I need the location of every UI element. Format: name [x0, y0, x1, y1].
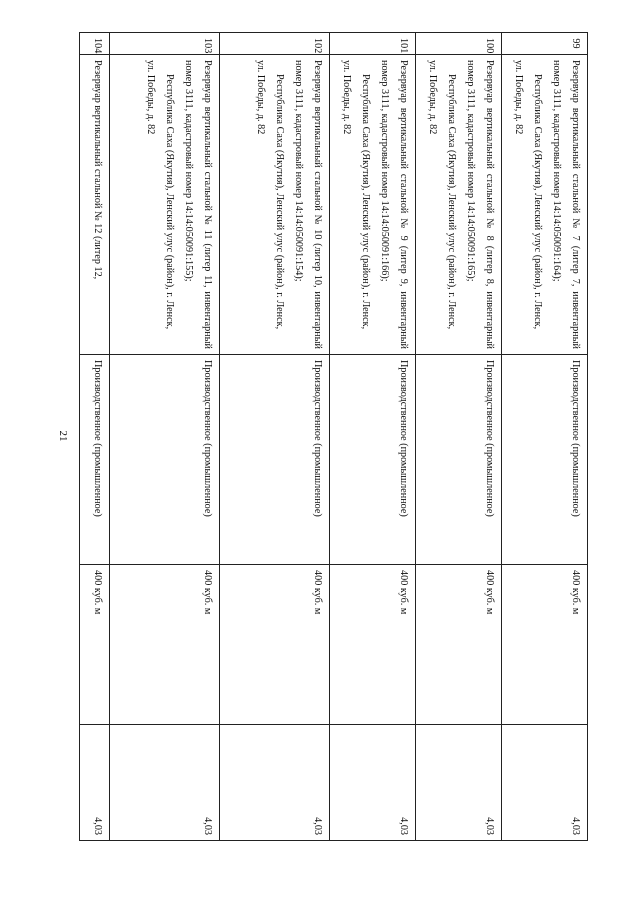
object-volume: 400 куб. м [330, 565, 416, 725]
object-address: Республика Саха (Якутия), Ленский улус (район), г. Ленск, [532, 74, 544, 330]
table-row [110, 33, 220, 841]
object-value: 4,03 [220, 725, 330, 841]
object-description [330, 55, 416, 355]
object-volume: 400 куб. м [502, 565, 588, 725]
object-value: 4,03 [416, 725, 502, 841]
table-row [80, 33, 110, 841]
object-volume: 400 куб. м [416, 565, 502, 725]
object-address: Республика Саха (Якутия), Ленский улус (район), г. Ленск, [164, 74, 176, 330]
object-address: Республика Саха (Якутия), Ленский улус (район), г. Ленск, [360, 74, 372, 330]
row-number: 101 [330, 33, 416, 55]
row-number: 99 [502, 33, 588, 55]
object-name: Резервуар вертикальный стальной № 12 (литер 12, [92, 60, 103, 280]
object-description [110, 55, 220, 355]
object-purpose: Производственное (промышленное) [330, 355, 416, 565]
object-description [80, 55, 110, 355]
object-name: Резервуар вертикальный стальной № 10 (литер 10, инвентарный номер 3111, кадастровый номер 14:14:050091:154); [293, 60, 323, 349]
object-name: Резервуар вертикальный стальной № 9 (литер 9, инвентарный номер 3111, кадастровый номер 14:14:050091:166); [379, 60, 409, 349]
object-volume: 400 куб. м [110, 565, 220, 725]
rotated-table-wrapper [80, 32, 588, 840]
object-name: Резервуар вертикальный стальной № 7 (литер 7, инвентарный номер 3111, кадастровый номер 14:14:050091:164); [551, 60, 581, 349]
object-address-street: ул. Победы, д. 82 [341, 60, 353, 135]
row-number: 104 [80, 33, 110, 55]
row-number: 103 [110, 33, 220, 55]
object-volume: 400 куб. м [220, 565, 330, 725]
page-number: 21 [57, 430, 69, 442]
row-number: 100 [416, 33, 502, 55]
object-description [220, 55, 330, 355]
object-name: Резервуар вертикальный стальной № 11 (литер 11, инвентарный номер 3111, кадастровый номер 14:14:050091:155); [183, 60, 213, 349]
object-value: 4,03 [80, 725, 110, 841]
table-row [416, 33, 502, 841]
table-row [220, 33, 330, 841]
object-volume: 400 куб. м [80, 565, 110, 725]
object-value: 4,03 [502, 725, 588, 841]
object-value: 4,03 [110, 725, 220, 841]
object-value: 4,03 [330, 725, 416, 841]
property-register-table [79, 32, 588, 841]
table-row [502, 33, 588, 841]
object-address: Республика Саха (Якутия), Ленский улус (район), г. Ленск, [446, 74, 458, 330]
object-description [416, 55, 502, 355]
object-purpose: Производственное (промышленное) [502, 355, 588, 565]
object-purpose: Производственное (промышленное) [220, 355, 330, 565]
object-address-street: ул. Победы, д. 82 [145, 60, 157, 135]
object-purpose: Производственное (промышленное) [110, 355, 220, 565]
table-row [330, 33, 416, 841]
object-address: Республика Саха (Якутия), Ленский улус (район), г. Ленск, [274, 74, 286, 330]
object-description [502, 55, 588, 355]
object-address-street: ул. Победы, д. 82 [255, 60, 267, 135]
object-name: Резервуар вертикальный стальной № 8 (литер 8, инвентарный номер 3111, кадастровый номер 14:14:050091:165); [465, 60, 495, 349]
row-number: 102 [220, 33, 330, 55]
object-purpose: Производственное (промышленное) [416, 355, 502, 565]
object-address-street: ул. Победы, д. 82 [427, 60, 439, 135]
object-address-street: ул. Победы, д. 82 [513, 60, 525, 135]
object-purpose: Производственное (промышленное) [80, 355, 110, 565]
